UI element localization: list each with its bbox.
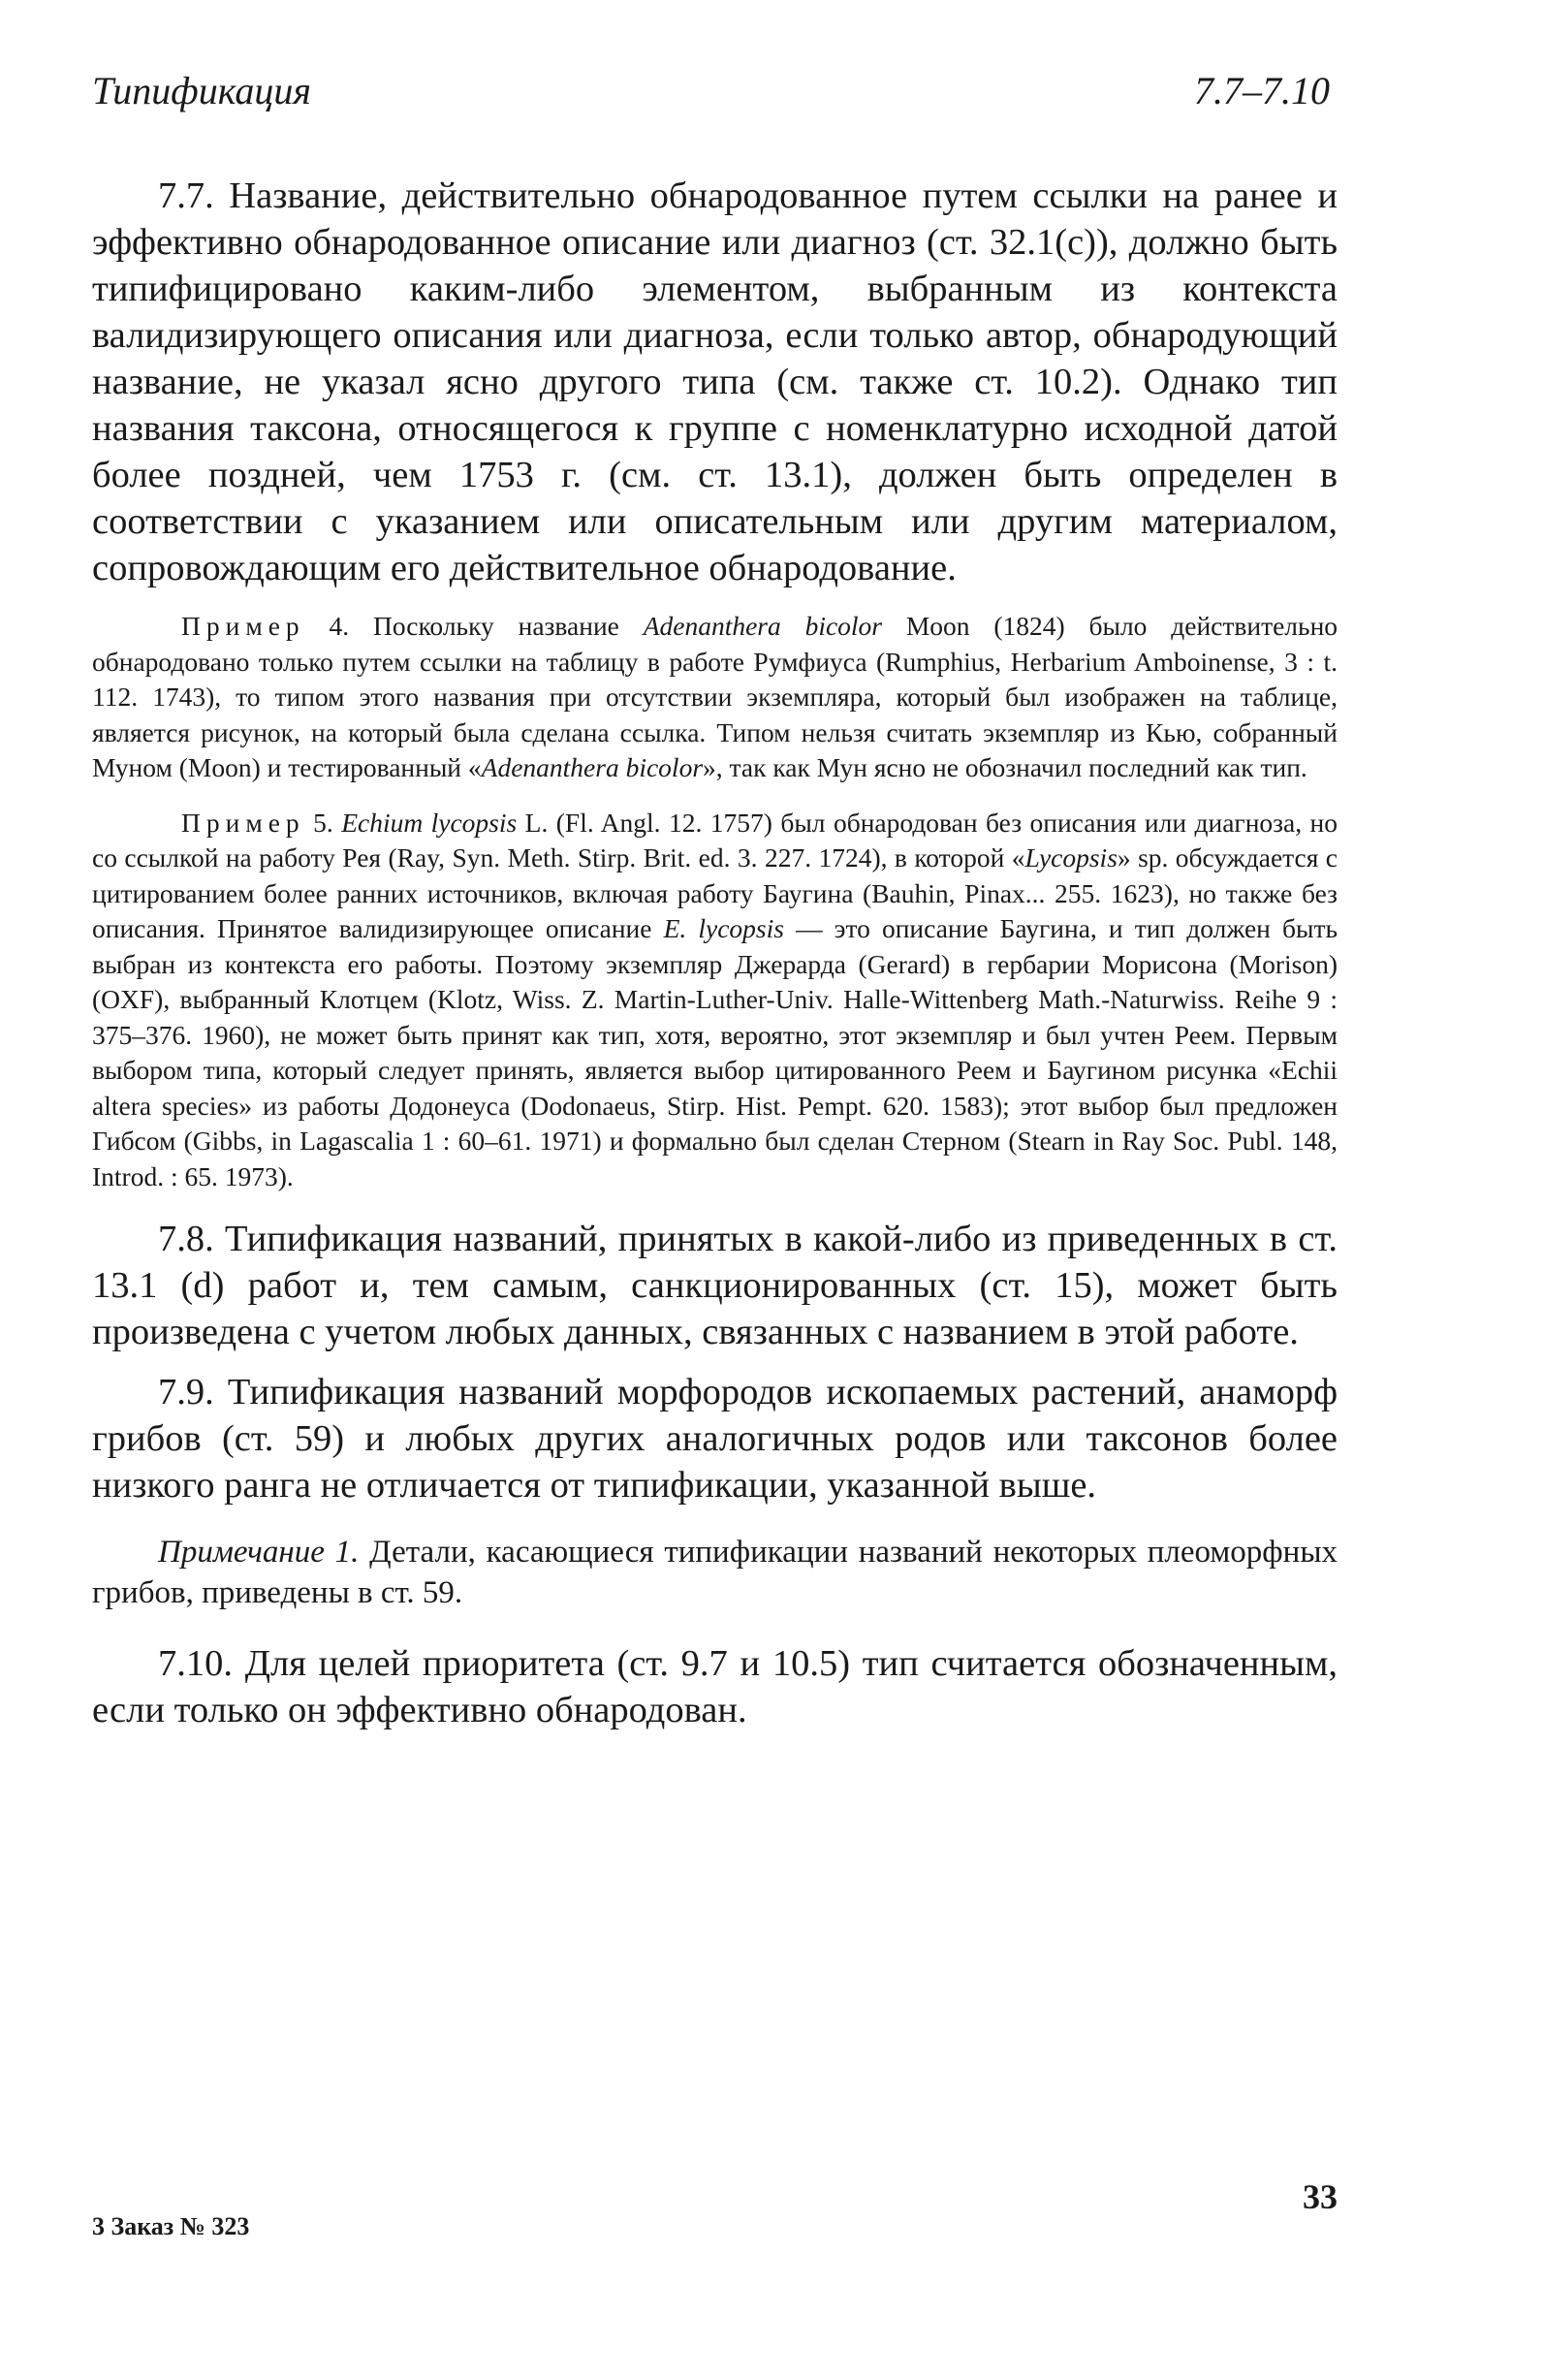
taxon-name: Adenanthera bicolor xyxy=(481,752,704,782)
note-1 xyxy=(92,1532,1338,1613)
article-text: Типификация названий морфородов ископаемых растений, анаморф грибов (ст. 59) и любых других аналогичных родов или таксонов более низкого ранга не отличается от типификации, указанной выше. xyxy=(92,1372,1338,1506)
note-text: Детали, касающиеся типификации названий некоторых плеоморфных грибов, приведены в ст. 59. xyxy=(92,1535,1338,1610)
section-title: Типификация xyxy=(92,69,311,112)
example-text: L. (Fl. Angl. 12. 1757) был обнародован без описания или диагноза, но со ссылкой на работу Рея (Ray, Syn. Meth. Stirp. Brit. ed. 3. 227. 1724), в которой « xyxy=(92,807,1338,873)
example-text: — это описание Баугина, и тип должен быть выбран из контекста его работы. Поэтому экземпляр Джерарда (Gerard) в гербарии Морисона (Morison) (OXF), выбранный Клотцем (Klotz, Wiss. Z. Martin-Luther-Univ. Halle-Wittenberg Math.-Naturwiss. Reihe 9 : 375–376. 1960), не может быть принят как тип, хотя, вероятно, этот экземпляр и был учтен Реем. Первым выбором типа, который следует принять, является выбор цитированного Реем и Баугином рисунка «Echii altera species» из работы Додонеуса (Dodonaeus, Stirp. Hist. Pempt. 620. 1583); этот выбор был предложен Гибсом (Gibbs, in Lagascalia 1 : 60–61. 1971) и формально был сделан Стерном (Stearn in Ray Soc. Publ. 148, Introd. : 65. 1973). xyxy=(92,913,1338,1191)
page-number: 33 xyxy=(1303,2177,1338,2216)
article-text: Название, действительно обнародованное путем ссылки на ранее и эффективно обнародованное описание или диагноз (ст. 32.1(c)), должно быть типифицировано каким-либо элементом, выбранным из контекста валидизирующего описания или диагноза, если только автор, обнародующий название, не указал ясно другого типа (см. также ст. 10.2). Однако тип названия таксона, относящегося к группе с номенклатурно исходной датой более поздней, чем 1753 г. (см. ст. 13.1), должен быть определен в соответствии с указанием или описательным или другим материалом, сопровождающим его действительное обнародование. xyxy=(92,175,1338,588)
article-7-10 xyxy=(92,1640,1338,1733)
article-text: Для целей приоритета (ст. 9.7 и 10.5) тип считается обозначенным, если только он эффективно обнародован. xyxy=(92,1643,1338,1730)
article-7-8 xyxy=(92,1216,1338,1355)
taxon-name: Adenanthera bicolor xyxy=(643,611,883,641)
article-7-9 xyxy=(92,1369,1338,1508)
example-number: 4. xyxy=(329,611,350,641)
example-label: Пример xyxy=(181,807,305,838)
article-text: Типификация названий, принятых в какой-либо из приведенных в ст. 13.1 (d) работ и, тем самым, санкционированных (ст. 15), может быть произведена с учетом любых данных, связанных с названием в этой работе. xyxy=(92,1219,1338,1352)
example-text: » sp. обсуждается с цитированием более ранних источников, включая работу Баугина (Bauhin, Pinax... 255. 1623), но также без описания. Принятое валидизирующее описание xyxy=(92,842,1338,943)
taxon-name: Lycopsis xyxy=(1024,842,1118,873)
example-number: 5. xyxy=(313,807,333,838)
printer-signature: 3 Заказ № 323 xyxy=(92,2212,250,2240)
note-label: Примечание 1. xyxy=(158,1535,360,1570)
example-text: Поскольку название xyxy=(372,611,619,641)
example-text: », так как Мун ясно не обозначил последний как тип. xyxy=(703,752,1307,782)
taxon-name: Echium lycopsis xyxy=(341,807,518,838)
article-number: 7.7. xyxy=(158,175,214,216)
article-7-7 xyxy=(92,173,1338,591)
article-number: 7.10. xyxy=(158,1643,233,1684)
example-text: Moon (1824) было действительно обнародовано только путем ссылки на таблицу в работе Румфиуса (Rumphius, Herbarium Amboinense, 3 : t. 112. 1743), то типом этого названия при отсутствии экземпляра, который был изображен на таблице, является рисунок, на который была сделана ссылка. Типом нельзя считать экземпляр из Кью, собранный Муном (Moon) и тестированный « xyxy=(92,611,1338,782)
section-range: 7.7–7.10 xyxy=(1194,69,1330,112)
article-number: 7.8. xyxy=(158,1219,214,1259)
article-number: 7.9. xyxy=(158,1372,214,1412)
running-head xyxy=(92,68,1330,126)
taxon-name: E. lycopsis xyxy=(663,913,784,943)
example-5 xyxy=(92,806,1338,1195)
example-label: Пример xyxy=(181,611,305,641)
page-content xyxy=(92,173,1338,1733)
example-4 xyxy=(92,609,1338,786)
